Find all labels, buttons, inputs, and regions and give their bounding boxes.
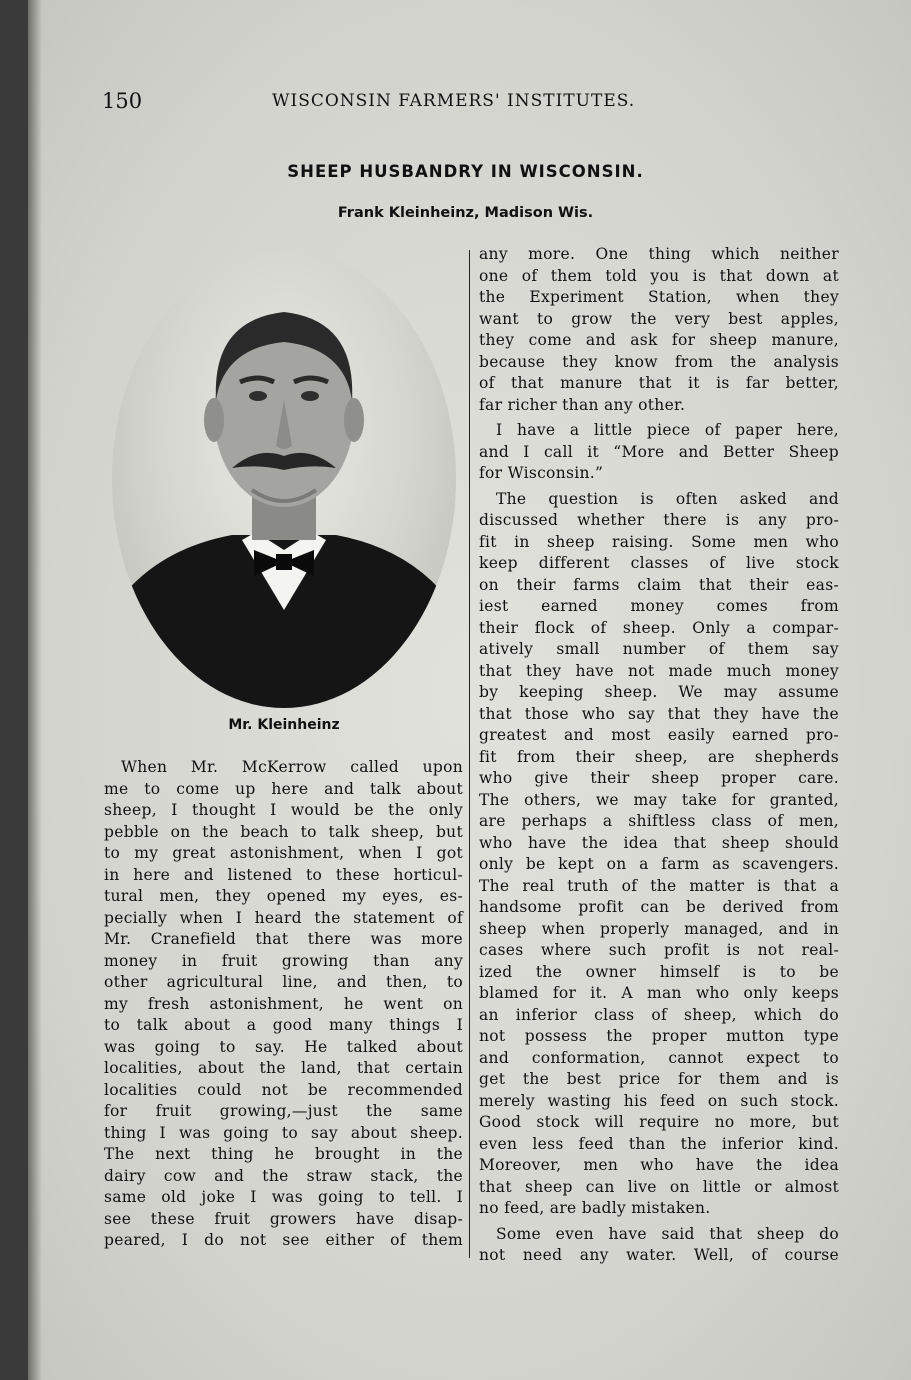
text-line: and conformation, cannot expect to [479,1048,839,1067]
text-line: localities could not be recommended [104,1080,463,1099]
text-line: greatest and most easily earned pro- [479,726,839,744]
text-line: not possess the proper mutton type [479,1027,839,1045]
text-line: to talk about a good many things I [104,1016,463,1034]
text-line: localities, about the land, that certain [104,1059,463,1077]
paragraph [104,757,463,1252]
text-line: The question is often asked and [496,489,839,508]
text-line: Mr. Cranefield that there was more [104,930,463,948]
text-line: Some even have said that sheep do [496,1224,839,1243]
text-line: discussed whether there is any pro- [479,511,839,529]
portrait-illustration [112,250,456,708]
paragraph [479,1224,839,1267]
text-line: dairy cow and the straw stack, the [104,1166,463,1185]
text-line: any more. One thing which neither [479,245,839,263]
page-header [0,89,911,119]
text-line: of that manure that it is far better, [479,374,839,392]
text-line: fit from their sheep, are shepherds [479,747,839,766]
text-line: are perhaps a shiftless class of men, [479,812,839,830]
text-line: because they know from the analysis [479,352,839,371]
text-line: for fruit growing,—just the same [104,1102,463,1120]
text-line: get the best price for them and is [479,1070,839,1088]
text-line: handsome profit can be derived from [479,898,839,916]
text-line: When Mr. McKerrow called upon [121,758,463,776]
text-line: even less feed than the inferior kind. [479,1134,839,1153]
text-line: I have a little piece of paper here, [496,421,839,439]
text-line: atively small number of them say [479,640,839,658]
text-line: the Experiment Station, when they [479,288,839,306]
text-line: no feed, are badly mistaken. [479,1199,711,1217]
text-line: they come and ask for sheep manure, [479,331,839,349]
portrait-caption: Mr. Kleinheinz [228,717,340,733]
text-line: fit in sheep raising. Some men who [479,532,839,551]
text-line: iest earned money comes from [479,597,839,615]
text-line: one of them told you is that down at [479,266,839,285]
article-title: SHEEP HUSBANDRY IN WISCONSIN. [287,162,644,181]
text-line: and I call it “More and Better Sheep [479,442,839,461]
text-line: far richer than any other. [479,395,686,414]
text-line: thing I was going to say about sheep. [104,1123,463,1142]
text-line: my fresh astonishment, he went on [104,994,463,1013]
running-head: WISCONSIN FARMERS' INSTITUTES. [272,91,636,111]
text-line: Good stock will require no more, but [479,1113,839,1131]
text-line: see these fruit growers have disap- [104,1209,463,1228]
text-line: on their farms claim that their eas- [479,575,839,594]
text-line: tural men, they opened my eyes, es- [104,887,463,905]
text-line: sheep when properly managed, and in [479,919,839,938]
article-byline: Frank Kleinheinz, Madison Wis. [337,205,594,221]
text-line: The real truth of the matter is that a [479,876,839,895]
paragraph [479,489,839,1220]
paragraph [479,420,839,485]
text-line: same old joke I was going to tell. I [104,1188,463,1206]
text-line: cases where such profit is not real- [479,941,839,959]
text-line: that those who say that they have the [479,704,839,723]
text-line: want to grow the very best apples, [479,309,839,328]
text-line: in here and listened to these horticul- [104,865,463,884]
text-line: pecially when I heard the statement of [104,908,463,927]
text-line: only be kept on a farm as scavengers. [479,855,839,873]
column-rule [469,250,470,1258]
text-line: merely wasting his feed on such stock. [479,1091,839,1110]
text-line: who give their sheep proper care. [479,769,839,787]
text-line: that sheep can live on little or almost [479,1177,839,1196]
paragraph [479,244,839,416]
text-line: keep different classes of live stock [479,554,839,572]
text-line: The next thing he brought in the [104,1145,463,1163]
text-line: me to come up here and talk about [104,779,463,798]
text-line: that they have not made much money [479,661,839,680]
text-line: sheep, I thought I would be the only [104,801,463,819]
text-line: The others, we may take for granted, [479,790,839,809]
text-line: by keeping sheep. We may assume [479,683,839,701]
text-line: who have the idea that sheep should [479,833,839,852]
text-line: their flock of sheep. Only a compar- [479,618,839,637]
text-line: blamed for it. A man who only keeps [479,984,839,1002]
text-line: pebble on the beach to talk sheep, but [104,822,463,841]
text-line: not need any water. Well, of course [479,1246,839,1264]
page-number: 150 [102,89,143,113]
text-line: peared, I do not see either of them [104,1231,463,1249]
text-line: for Wisconsin.” [479,464,604,482]
left-column [104,757,463,1252]
text-line: ized the owner himself is to be [479,962,839,981]
text-line: other agricultural line, and then, to [104,973,463,991]
text-line: to my great astonishment, when I got [104,844,463,862]
right-column [479,244,839,1267]
text-line: was going to say. He talked about [104,1037,463,1056]
text-line: money in fruit growing than any [104,951,463,970]
text-line: Moreover, men who have the idea [479,1156,839,1174]
author-portrait [112,250,456,708]
text-line: an inferior class of sheep, which do [479,1005,839,1024]
